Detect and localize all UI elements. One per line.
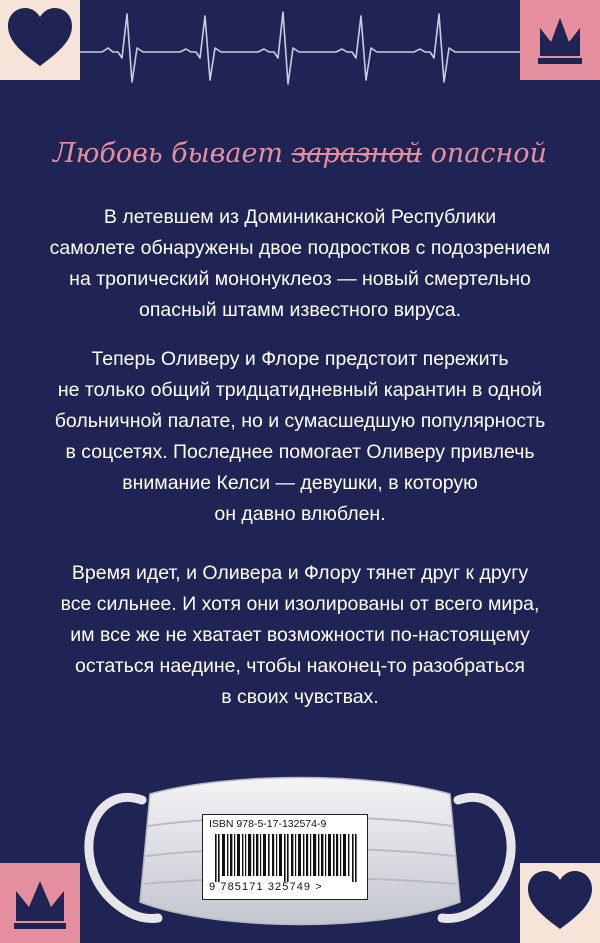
paragraph-line: в своих чувствах. xyxy=(221,686,379,708)
paragraph-line: Время идет, и Оливера и Флору тянет друг к другу xyxy=(71,562,529,584)
corner-tile-top-left xyxy=(0,0,80,80)
paragraph-line: опасный штамм известного вируса. xyxy=(138,299,461,321)
synopsis-paragraph-2 xyxy=(40,344,560,530)
crown-icon xyxy=(0,863,80,943)
heart-icon xyxy=(0,0,80,80)
paragraph-line: Теперь Оливеру и Флоре предстоит пережить xyxy=(91,348,509,370)
paragraph-line: в соцсетях. Последнее помогает Оливеру привлечь xyxy=(65,441,535,463)
paragraph-line: больничной палате, но и сумасшедшую популярность xyxy=(54,410,546,432)
tagline-suffix: опасной xyxy=(430,138,547,169)
paragraph-line: самолете обнаружены двое подростков с подозрением xyxy=(49,237,551,259)
paragraph-line: он давно влюблен. xyxy=(214,503,386,525)
corner-tile-top-right xyxy=(520,0,600,80)
paragraph-line: внимание Келси — девушки, в которую xyxy=(122,472,478,494)
paragraph-line: им все же не хватает возможности по-настоящему xyxy=(70,624,530,646)
crown-icon xyxy=(520,0,600,80)
corner-tile-bottom-left xyxy=(0,863,80,943)
paragraph-line: В летевшем из Доминиканской Республики xyxy=(103,206,497,228)
heartbeat-line-icon xyxy=(80,8,520,88)
barcode-bars-icon xyxy=(215,834,357,882)
tagline-prefix: Любовь бывает xyxy=(53,138,284,169)
ean-digits: 9 785171 325749 > xyxy=(209,881,323,893)
paragraph-line: все сильнее. И хотя они изолированы от всего мира, xyxy=(60,593,540,615)
isbn-number: ISBN 978-5-17-132574-9 xyxy=(209,818,327,830)
paragraph-line: не только общий тридцатидневный карантин в одной xyxy=(57,379,543,401)
paragraph-line: на тропический мононуклеоз — новый смертельно xyxy=(69,268,531,290)
corner-tile-bottom-right xyxy=(520,863,600,943)
tagline-struck-word: заразной xyxy=(291,138,422,169)
tagline xyxy=(0,138,600,169)
synopsis-paragraph-1 xyxy=(40,202,560,326)
paragraph-line: остаться наедине, чтобы наконец-то разобраться xyxy=(75,655,525,677)
isbn-barcode xyxy=(202,814,368,900)
synopsis-paragraph-3 xyxy=(40,558,560,713)
heart-icon xyxy=(520,863,600,943)
